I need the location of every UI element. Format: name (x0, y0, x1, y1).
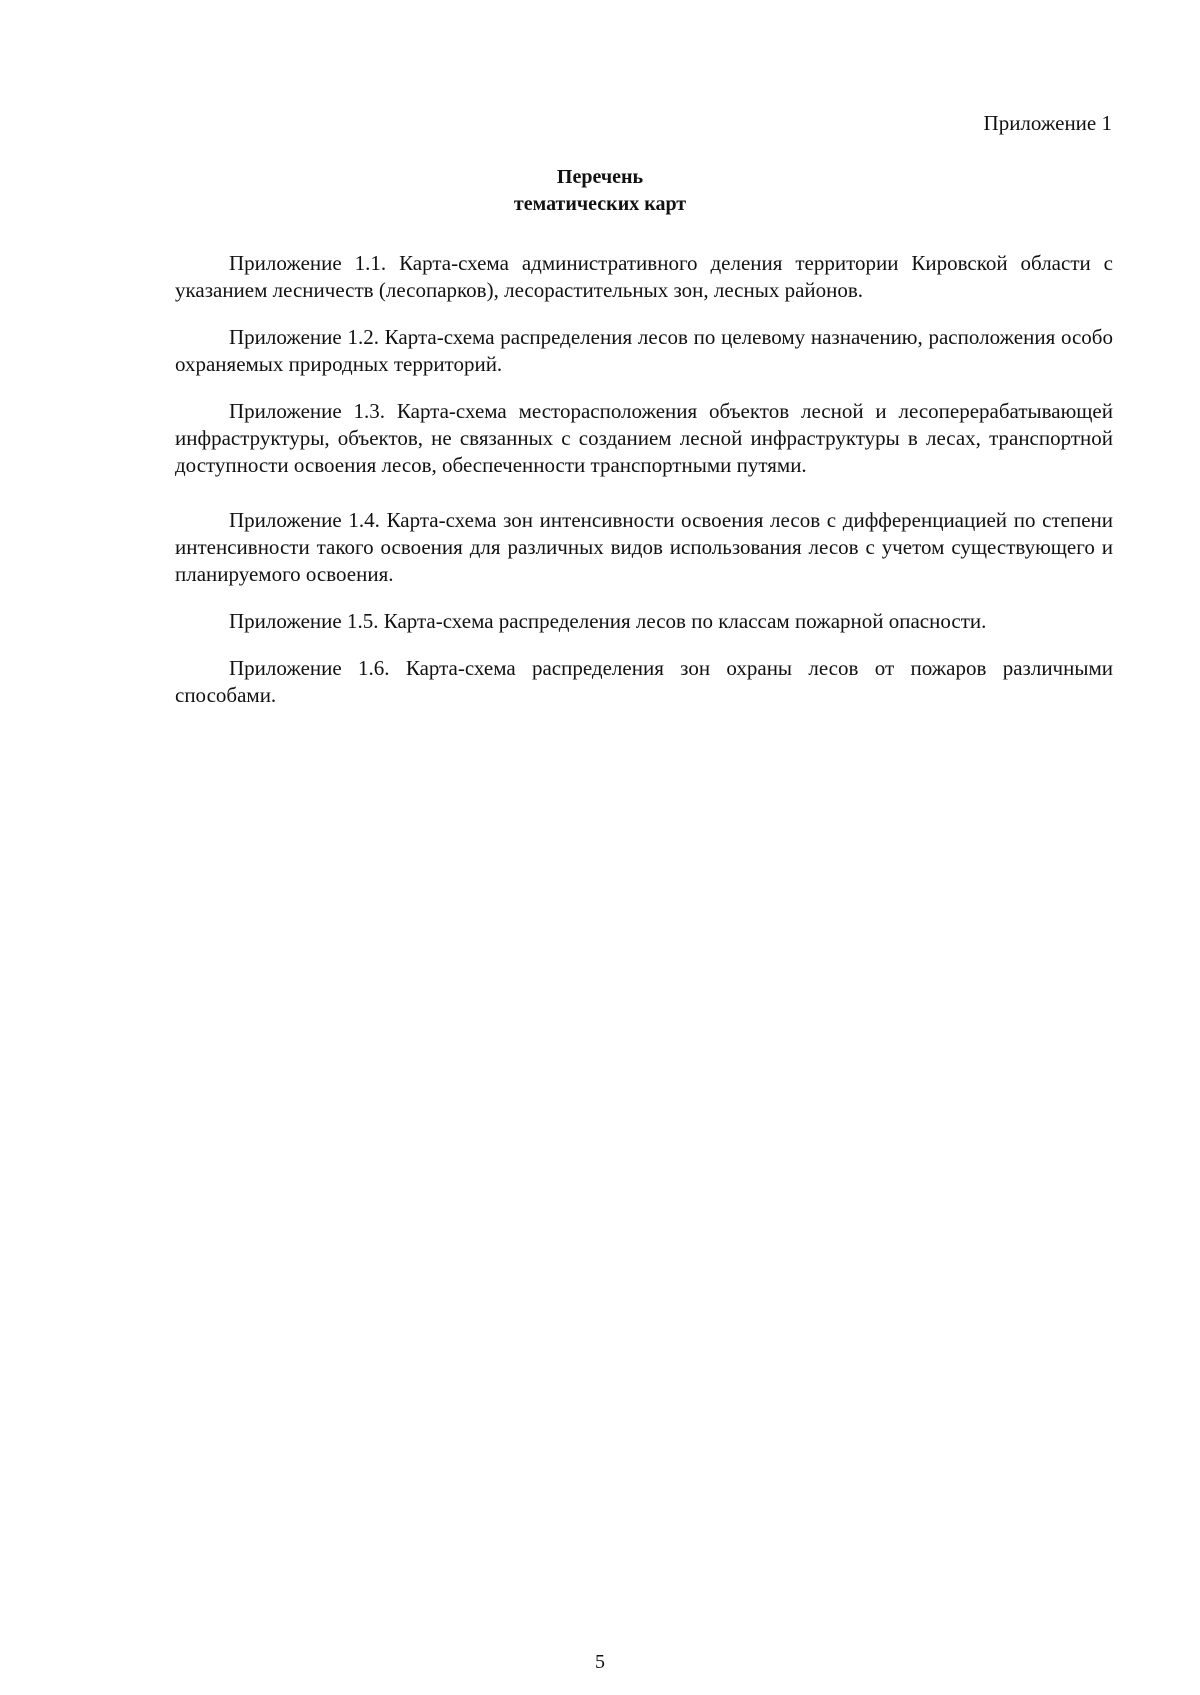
title-line-1: Перечень (556, 166, 644, 188)
page-number: 5 (595, 1651, 605, 1673)
list-item-1-3: Приложение 1.3. Карта-схема месторасположения объектов лесной и лесоперерабатывающей инфраструктуры, объектов, не связанных с созданием лесной инфраструктуры в лесах, транспортной доступности освоения лесов, обеспеченности транспортными путями. (175, 399, 1113, 477)
list-item-1-4: Приложение 1.4. Карта-схема зон интенсивности освоения лесов с дифференциацией по степени интенсивности такого освоения для различных видов использования лесов с учетом существующего и планируемого освоения. (175, 508, 1113, 586)
document-title (0, 164, 1200, 218)
list-item-1-2: Приложение 1.2. Карта-схема распределения лесов по целевому назначению, расположения особо охраняемых природных территорий. (175, 325, 1113, 376)
list-item-1-6: Приложение 1.6. Карта-схема распределения зон охраны лесов от пожаров различными способами. (175, 656, 1113, 707)
list-item-1-5: Приложение 1.5. Карта-схема распределения лесов по классам пожарной опасности. (229, 609, 987, 633)
list-item-1-1: Приложение 1.1. Карта-схема административного деления территории Кировской области с указанием лесничеств (лесопарков), лесорастительных зон, лесных районов. (175, 251, 1113, 302)
appendix-label: Приложение 1 (983, 111, 1112, 135)
thematic-maps-list (175, 250, 1113, 709)
title-line-2: тематических карт (513, 193, 687, 215)
